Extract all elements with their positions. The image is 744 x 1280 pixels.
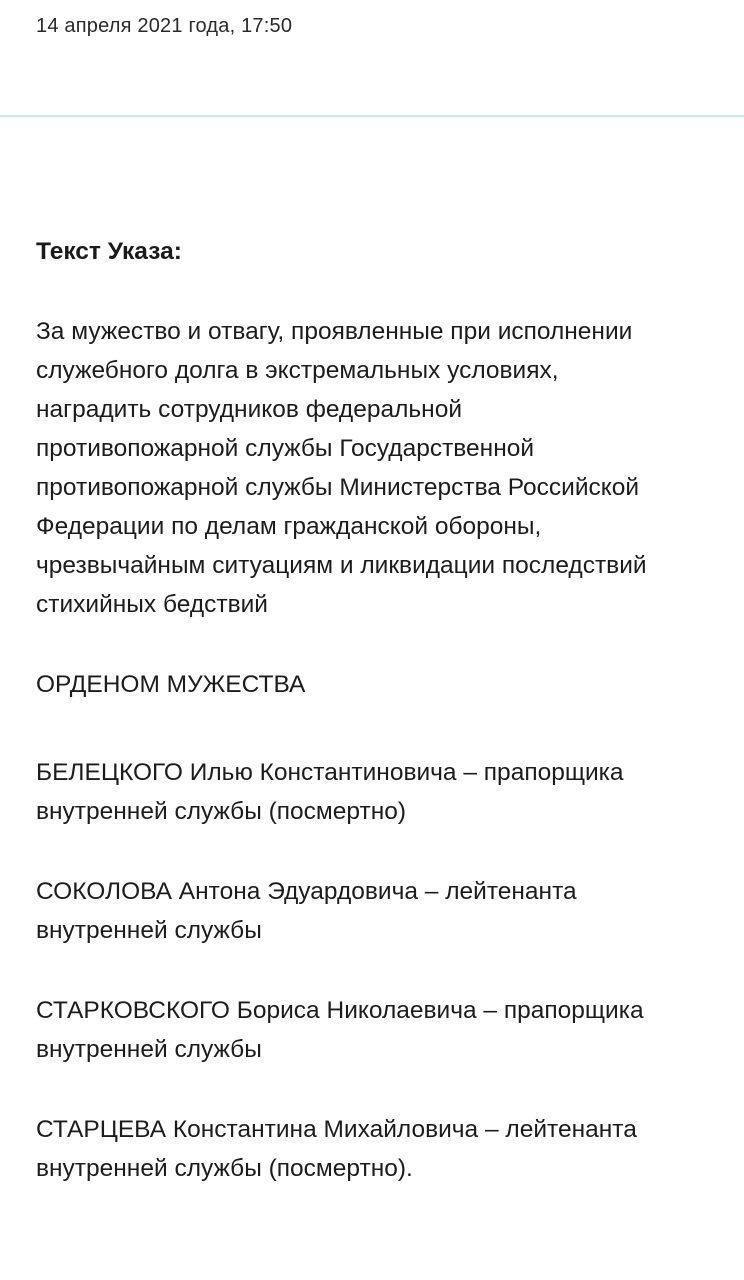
recipient-item: СТАРКОВСКОГО Бориса Николаевича – прапорщика внутренней службы — [36, 997, 644, 1063]
decree-heading: Текст Указа: — [36, 238, 182, 265]
recipient-item: СТАРЦЕВА Константина Михайловича – лейтенанта внутренней службы (посмертно). — [36, 1116, 637, 1182]
award-title: ОРДЕНОМ МУЖЕСТВА — [36, 671, 306, 698]
recipient-item: СОКОЛОВА Антона Эдуардовича – лейтенанта внутренней службы — [36, 878, 577, 944]
recipient-item: БЕЛЕЦКОГО Илью Константиновича – прапорщика внутренней службы (посмертно) — [36, 759, 624, 825]
decree-preamble: За мужество и отвагу, проявленные при исполнении служебного долга в экстремальных условиях, наградить сотрудников федеральной противопожарной службы Государственной противопожарной службы Министерства Российской Федерации по делам гражданской обороны, чрезвычайным ситуациям и ликвидации последствий стихийных бедствий — [36, 318, 647, 618]
decree-text — [36, 232, 726, 1229]
header-divider — [0, 115, 744, 117]
publication-date: 14 апреля 2021 года, 17:50 — [36, 15, 293, 37]
